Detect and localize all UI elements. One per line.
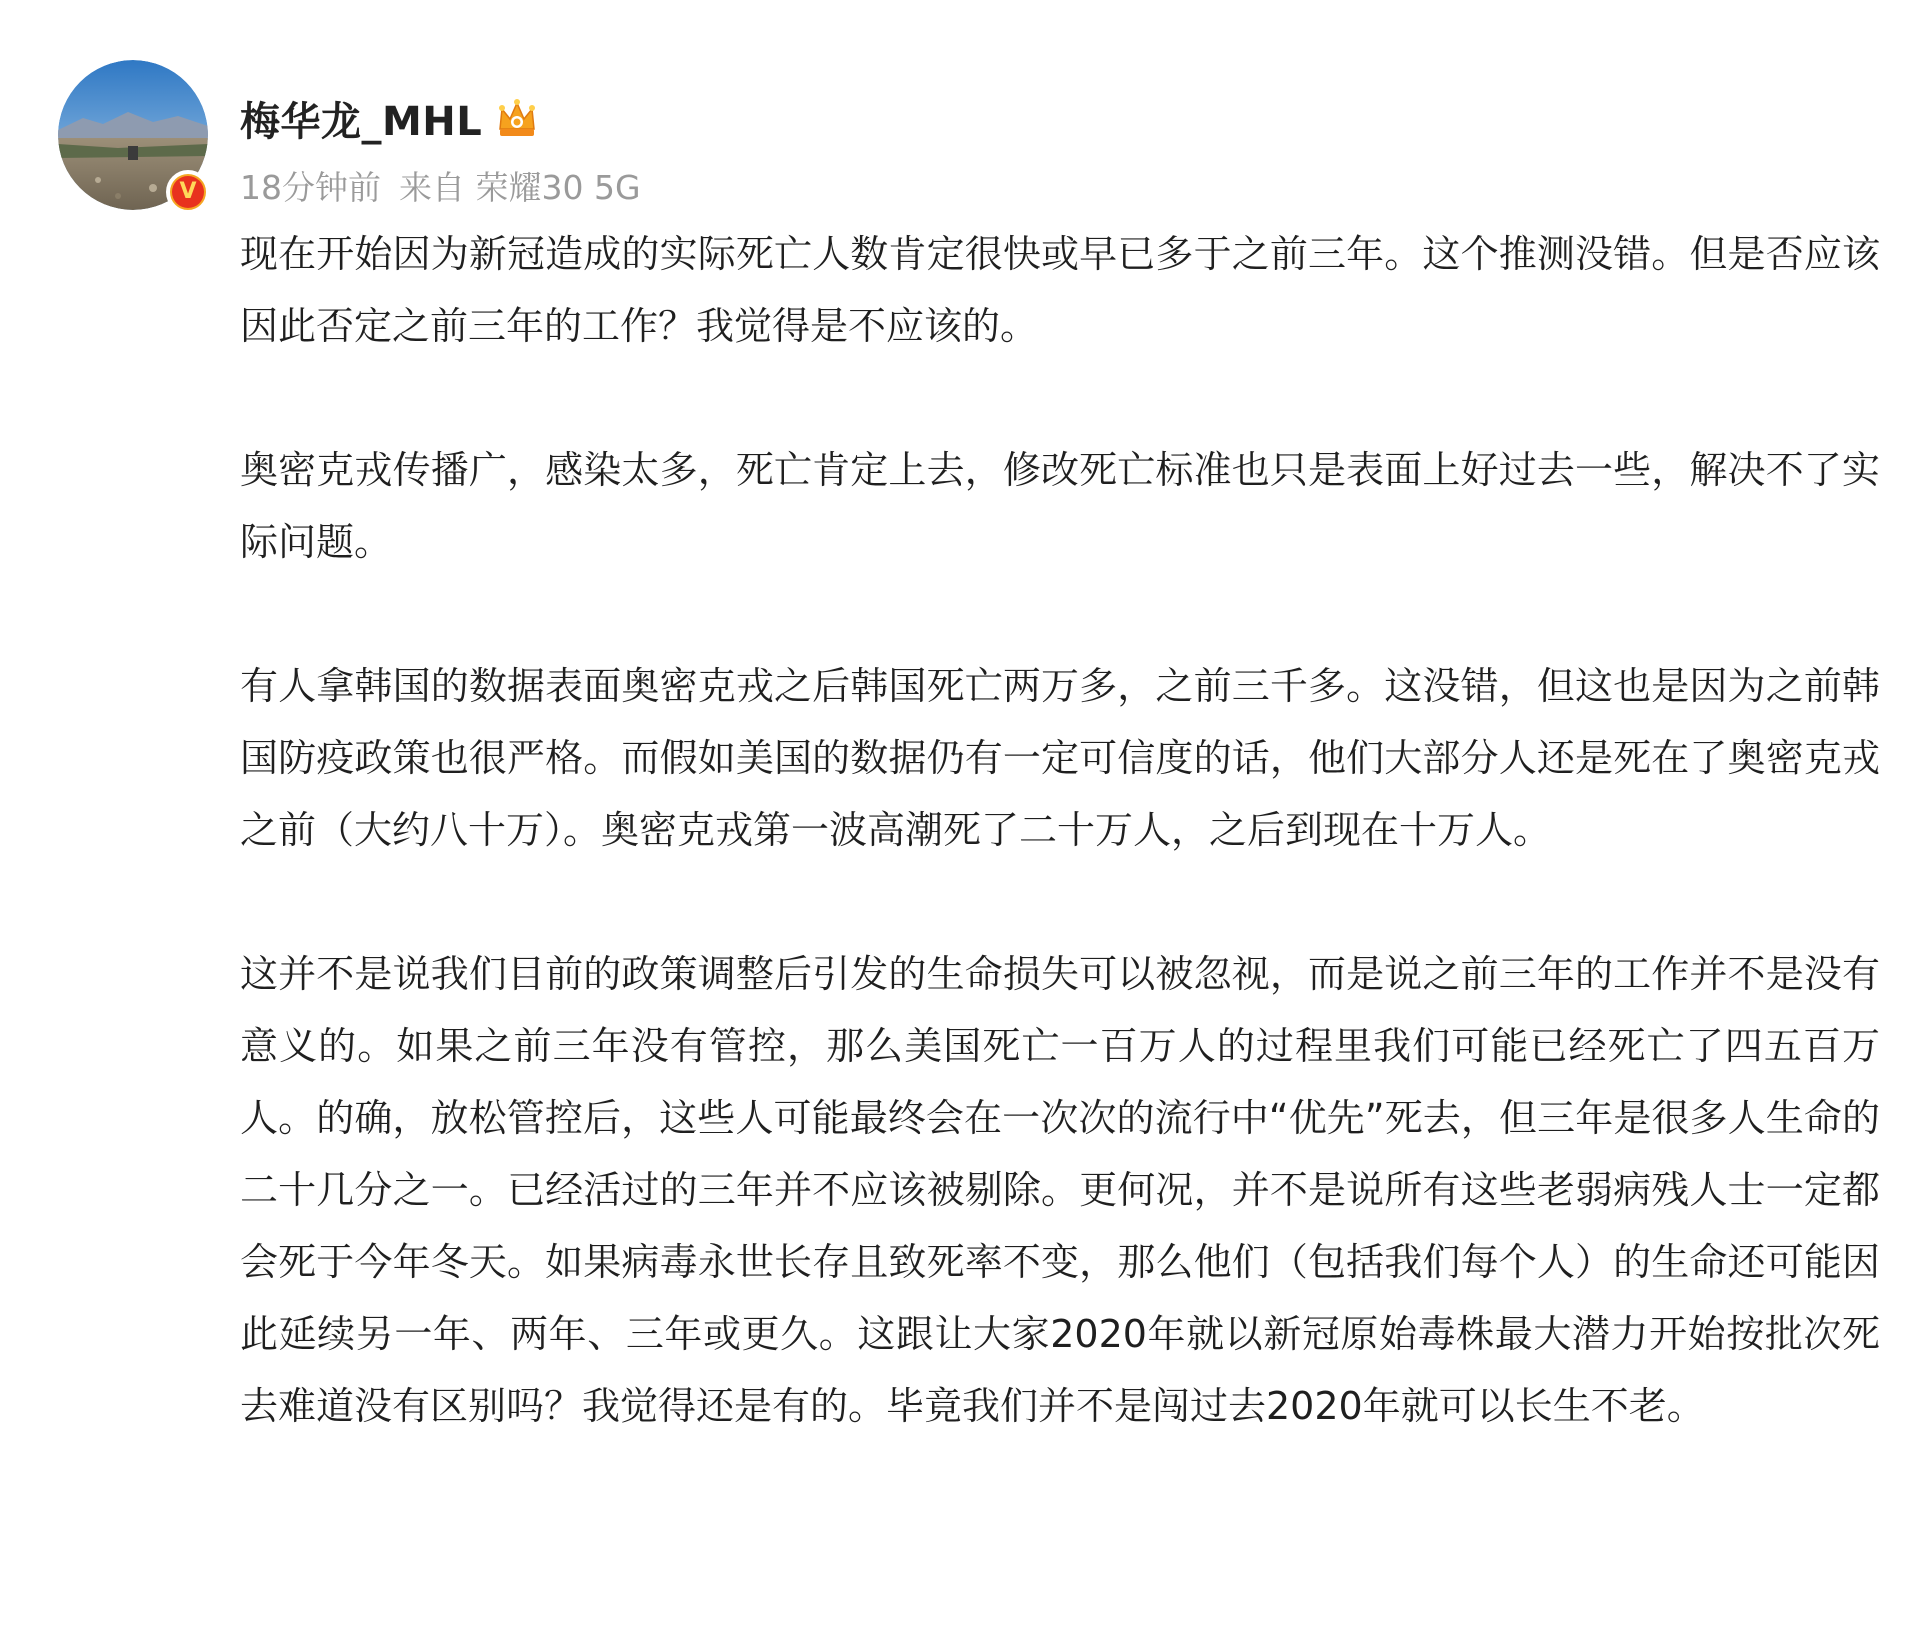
post-meta [240,162,641,209]
source-device: 荣耀30 5G [475,168,641,207]
post-paragraph-3: 有人拿韩国的数据表面奥密克戎之后韩国死亡两万多，之前三千多。这没错，但这也是因为之前韩国防疫政策也很严格。而假如美国的数据仍有一定可信度的话，他们大部分人还是死在了奥密克戎之前（大约八十万）。奥密克戎第一波高潮死了二十万人，之后到现在十万人。 [240,664,1880,852]
post-time[interactable]: 18分钟前 [240,168,381,207]
author-name[interactable]: 梅华龙_MHL [240,98,483,145]
post-paragraph-2: 奥密克戎传播广，感染太多，死亡肯定上去，修改死亡标准也只是表面上好过去一些，解决不了实际问题。 [240,448,1880,564]
verified-badge-letter: V [172,176,204,208]
source-label: 来自 [399,168,465,207]
post-header [240,88,540,148]
post-content [240,218,1880,1514]
post-paragraph-1: 现在开始因为新冠造成的实际死亡人数肯定很快或早已多于之前三年。这个推测没错。但是否应该因此否定之前三年的工作？我觉得是不应该的。 [240,232,1880,348]
verified-badge-icon [166,170,210,214]
post-source [399,162,641,209]
avatar-container[interactable] [58,60,208,210]
post-paragraph-4: 这并不是说我们目前的政策调整后引发的生命损失可以被忽视，而是说之前三年的工作并不是没有意义的。如果之前三年没有管控，那么美国死亡一百万人的过程里我们可能已经死亡了四五百万人。的确，放松管控后，这些人可能最终会在一次次的流行中“优先”死去，但三年是很多人生命的二十几分之一。已经活过的三年并不应该被剔除。更何况，并不是说所有这些老弱病残人士一定都会死于今年冬天。如果病毒永世长存且致死率不变，那么他们（包括我们每个人）的生命还可能因此延续另一年、两年、三年或更久。这跟让大家2020年就以新冠原始毒株最大潜力开始按批次死去难道没有区别吗？我觉得还是有的。毕竟我们并不是闯过去2020年就可以长生不老。 [240,952,1880,1428]
crown-vip-icon[interactable] [494,95,540,141]
